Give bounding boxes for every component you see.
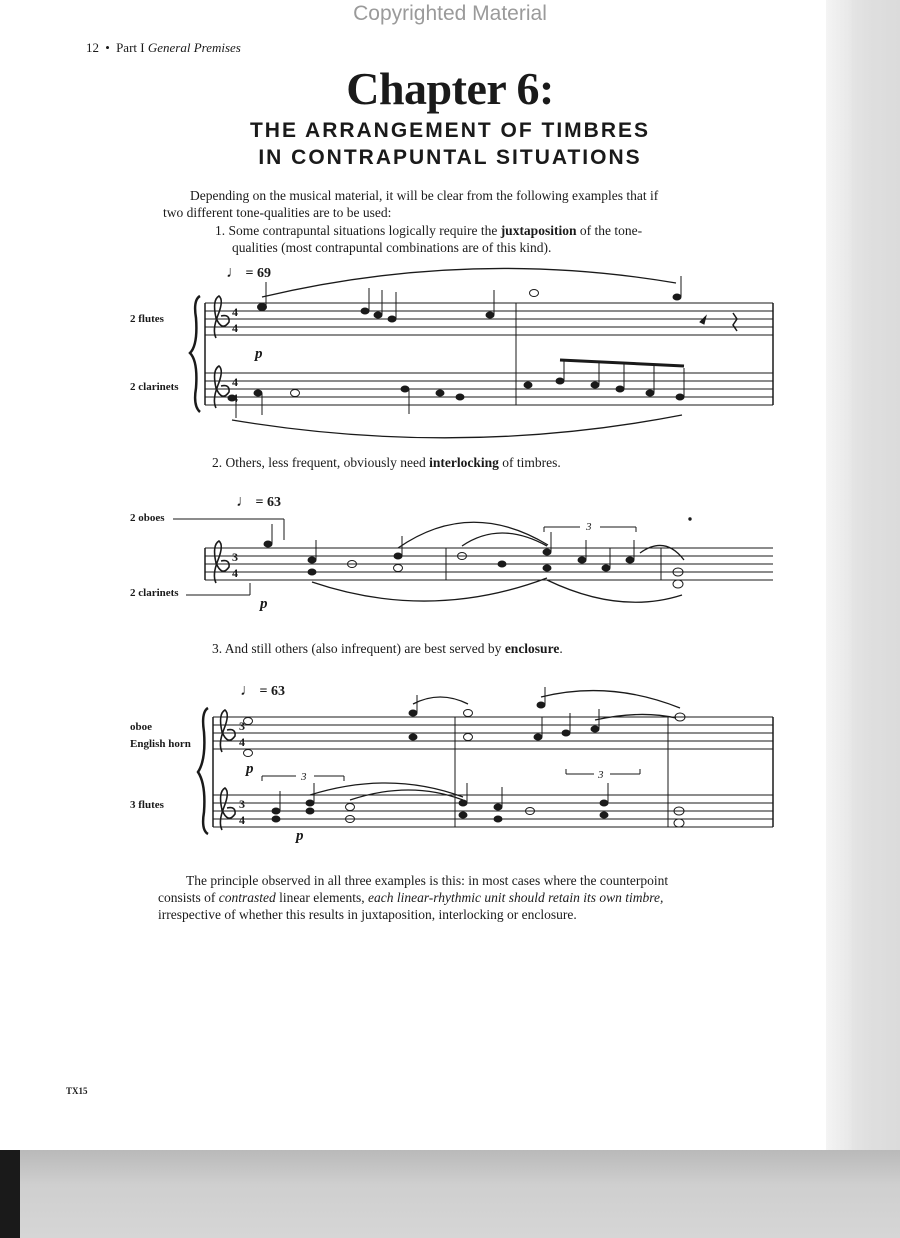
closing-line-2 [158, 889, 738, 906]
example-1-dynamic: p [255, 346, 263, 362]
example-3-dynamic-lower: p [296, 828, 304, 844]
example-1-notes [228, 290, 684, 402]
example-3-upper-instrument-1: oboe [130, 721, 152, 733]
example-3-timesig-lower-bottom: 4 [239, 813, 245, 827]
example-3-timesig-lower-top: 3 [239, 797, 245, 811]
closing-line-2c: linear elements, [275, 890, 368, 905]
quarter-note-icon: ♩ [240, 682, 256, 699]
example-3-staff-lower [213, 795, 773, 827]
example-3-notes [244, 702, 686, 827]
example-1-score [190, 268, 773, 437]
page-number: 12 [86, 40, 99, 55]
example-1-timesig-upper-b: 4 [232, 321, 238, 335]
example-3-lower-instrument: 3 flutes [130, 799, 164, 811]
item-1-prefix: 1. Some contrapuntal situations logically require the [215, 223, 501, 238]
item-1-line-2: qualities (most contrapuntal combinations are of this kind). [232, 240, 552, 255]
example-3-tuplet-1: 3 [301, 771, 307, 783]
example-2-score [173, 518, 773, 602]
example-1-timesig-upper: 4 [232, 305, 238, 319]
running-head-separator: • [105, 40, 110, 55]
closing-line-2d: each linear-rhythmic unit should retain its own timbre, [367, 890, 664, 905]
closing-line-2a: consists of [158, 890, 219, 905]
example-2-tempo-value: = 63 [255, 495, 281, 510]
item-3-term: enclosure [504, 641, 560, 656]
example-1-lower-instrument: 2 clarinets [130, 381, 179, 393]
example-1-staff-lower [205, 373, 773, 405]
chapter-subtitle-line-2: IN CONTRAPUNTAL SITUATIONS [258, 146, 642, 169]
example-1-timesig-lower-b: 4 [232, 391, 238, 405]
example-3-timesig-upper-top: 3 [239, 719, 245, 733]
example-1-tempo-value: = 69 [245, 266, 271, 281]
intro-line-1: Depending on the musical material, it will be clear from the following examples that if [190, 188, 659, 203]
example-2-timesig-bottom: 4 [232, 566, 238, 580]
item-3-prefix: 3. And still others (also infrequent) are best served by [212, 641, 505, 656]
example-2-timesig-top: 3 [232, 550, 238, 564]
item-1-term: juxtaposition [500, 223, 577, 238]
chapter-subtitle-line-1: THE ARRANGEMENT OF TIMBRES [249, 119, 651, 142]
item-2-term: interlocking [429, 455, 499, 470]
part-title: General Premises [147, 40, 241, 55]
closing-line-2b: contrasted [218, 890, 276, 905]
example-3-score [198, 687, 773, 834]
example-1-staff-upper [205, 303, 773, 335]
closing-line-1: The principle observed in all three examples is this: in most cases where the counterpoint [186, 873, 669, 888]
item-1-suffix: of the tone- [576, 223, 643, 238]
example-3-tempo-value: = 63 [259, 684, 285, 699]
example-2-dynamic: p [260, 596, 268, 612]
example-2-lower-instrument: 2 clarinets [130, 587, 179, 599]
item-2-prefix: 2. Others, less frequent, obviously need [212, 455, 430, 470]
example-3-upper-instrument-2: English horn [130, 738, 191, 750]
example-3-staff-upper [213, 717, 773, 749]
example-2-upper-instrument: 2 oboes [130, 512, 165, 524]
item-3-suffix: . [559, 641, 563, 656]
quarter-note-icon: ♩ [226, 264, 242, 281]
example-2-tuplet: 3 [586, 521, 592, 533]
footer-code: TX15 [66, 1086, 88, 1096]
part-label: Part I [116, 40, 145, 55]
closing-line-3: irrespective of whether this results in juxtaposition, interlocking or enclosure. [158, 907, 577, 922]
example-3-timesig-upper-bottom: 4 [239, 735, 245, 749]
example-3-tuplet-2: 3 [598, 769, 604, 781]
example-1-upper-instrument: 2 flutes [130, 313, 164, 325]
example-3-dynamic-upper: p [246, 761, 254, 777]
example-1-timesig-lower: 4 [232, 375, 238, 389]
quarter-note-icon: ♩ [236, 493, 252, 510]
chapter-title: Chapter 6: [346, 63, 554, 114]
item-2-suffix: of timbres. [498, 455, 561, 470]
copyright-watermark: Copyrighted Material [353, 2, 547, 25]
intro-line-2: two different tone-qualities are to be used: [163, 205, 392, 220]
closing-paragraph [158, 872, 738, 923]
example-2-staff [205, 548, 773, 580]
